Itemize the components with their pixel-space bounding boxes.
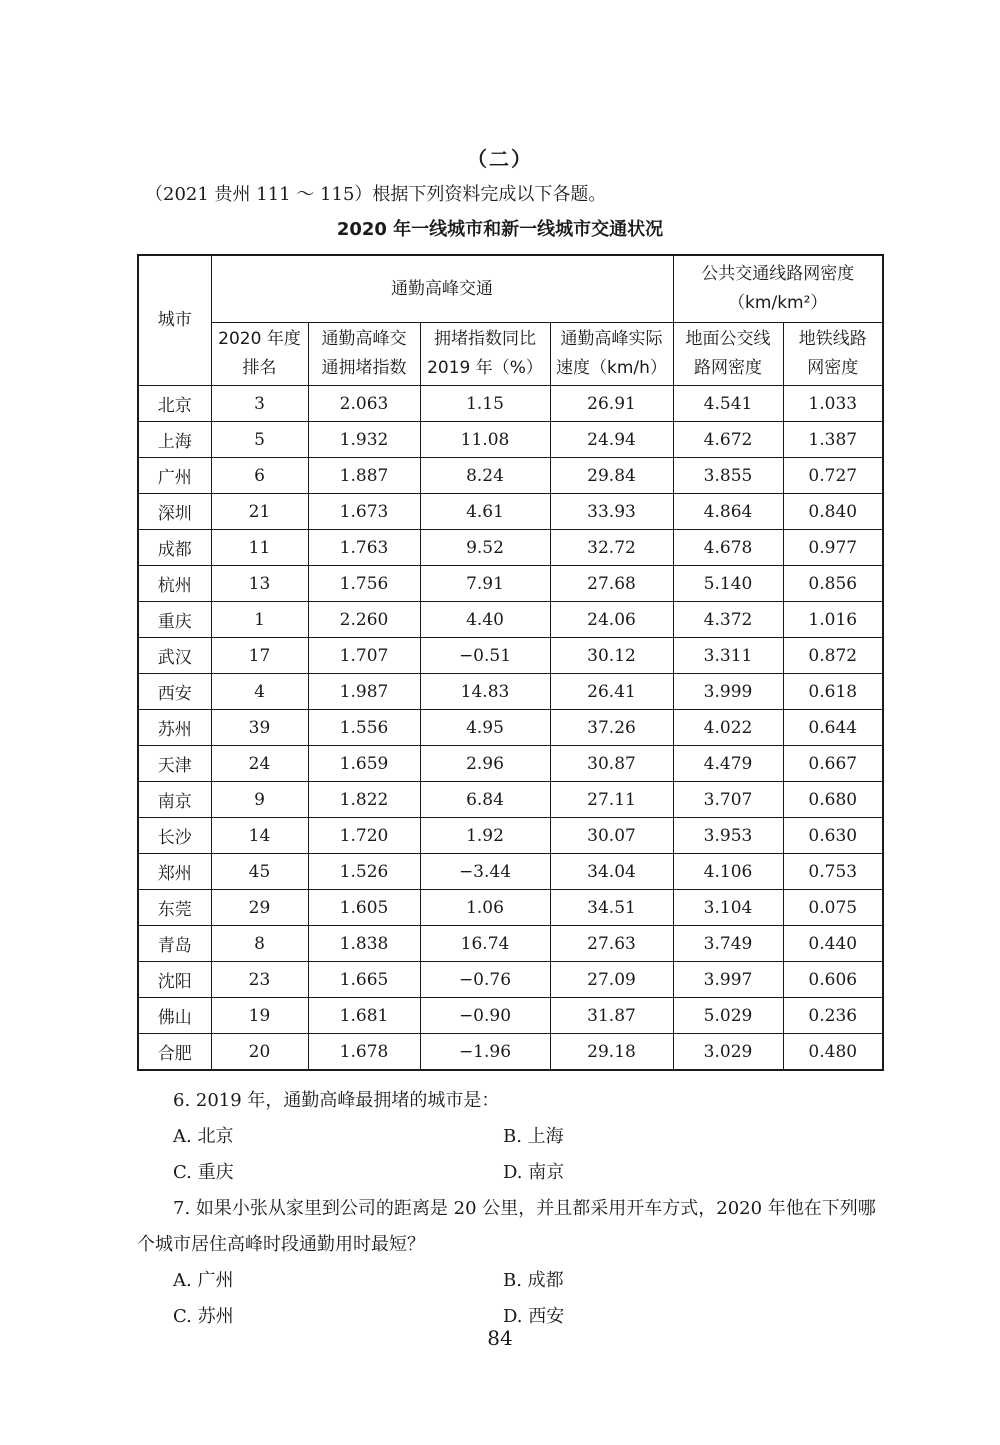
traffic-table <box>137 254 884 1071</box>
cell-peak-speed: 31.87 <box>550 998 673 1034</box>
cell-bus-density: 4.106 <box>673 854 783 890</box>
table-row <box>138 710 883 746</box>
header-group-commute: 通勤高峰交通 <box>211 255 673 323</box>
cell-city: 天津 <box>138 746 211 782</box>
cell-metro-density: 0.840 <box>783 494 883 530</box>
cell-congestion-index: 1.678 <box>308 1034 420 1071</box>
cell-yoy-change: 8.24 <box>420 458 550 494</box>
cell-metro-density: 0.480 <box>783 1034 883 1071</box>
cell-rank: 8 <box>211 926 308 962</box>
cell-bus-density: 4.678 <box>673 530 783 566</box>
header-rank-line2: 排名 <box>242 358 277 378</box>
cell-city: 佛山 <box>138 998 211 1034</box>
cell-metro-density: 1.033 <box>783 386 883 422</box>
cell-rank: 19 <box>211 998 308 1034</box>
cell-yoy-change: 9.52 <box>420 530 550 566</box>
cell-metro-density: 0.680 <box>783 782 883 818</box>
cell-rank: 17 <box>211 638 308 674</box>
header-speed-line1: 通勤高峰实际 <box>560 329 663 349</box>
cell-congestion-index: 1.681 <box>308 998 420 1034</box>
cell-peak-speed: 27.11 <box>550 782 673 818</box>
cell-yoy-change: 1.92 <box>420 818 550 854</box>
cell-rank: 4 <box>211 674 308 710</box>
table-row <box>138 926 883 962</box>
question-7 <box>137 1191 887 1335</box>
header-city: 城市 <box>138 255 211 386</box>
cell-yoy-change: 16.74 <box>420 926 550 962</box>
cell-city: 长沙 <box>138 818 211 854</box>
cell-city: 成都 <box>138 530 211 566</box>
cell-bus-density: 4.541 <box>673 386 783 422</box>
cell-city: 东莞 <box>138 890 211 926</box>
header-speed-line2: 速度（km/h） <box>556 358 667 378</box>
cell-yoy-change: 4.40 <box>420 602 550 638</box>
table-row <box>138 602 883 638</box>
table-row <box>138 494 883 530</box>
cell-peak-speed: 34.04 <box>550 854 673 890</box>
table-row <box>138 818 883 854</box>
cell-peak-speed: 30.87 <box>550 746 673 782</box>
table-row <box>138 746 883 782</box>
table-row <box>138 782 883 818</box>
header-metro-line2: 网密度 <box>807 358 859 378</box>
cell-metro-density: 0.856 <box>783 566 883 602</box>
cell-rank: 45 <box>211 854 308 890</box>
option-row <box>137 1263 887 1299</box>
cell-rank: 13 <box>211 566 308 602</box>
cell-metro-density: 0.753 <box>783 854 883 890</box>
cell-metro-density: 1.016 <box>783 602 883 638</box>
question-stem: 7. 如果小张从家里到公司的距离是 20 公里，并且都采用开车方式，2020 年他在下列哪个城市居住高峰时段通勤用时最短？ <box>137 1198 876 1255</box>
cell-metro-density: 0.440 <box>783 926 883 962</box>
cell-metro-density: 0.630 <box>783 818 883 854</box>
question-stem: 6. 2019 年，通勤高峰最拥堵的城市是： <box>173 1090 500 1111</box>
cell-rank: 20 <box>211 1034 308 1071</box>
cell-bus-density: 4.372 <box>673 602 783 638</box>
cell-congestion-index: 1.605 <box>308 890 420 926</box>
header-bus <box>673 323 783 386</box>
cell-rank: 23 <box>211 962 308 998</box>
cell-congestion-index: 1.659 <box>308 746 420 782</box>
cell-rank: 21 <box>211 494 308 530</box>
cell-congestion-index: 1.556 <box>308 710 420 746</box>
table-row <box>138 890 883 926</box>
cell-peak-speed: 26.91 <box>550 386 673 422</box>
cell-congestion-index: 1.673 <box>308 494 420 530</box>
cell-metro-density: 0.727 <box>783 458 883 494</box>
table-row <box>138 1034 883 1071</box>
cell-bus-density: 3.707 <box>673 782 783 818</box>
cell-yoy-change: 6.84 <box>420 782 550 818</box>
cell-congestion-index: 2.260 <box>308 602 420 638</box>
cell-yoy-change: −3.44 <box>420 854 550 890</box>
cell-peak-speed: 27.68 <box>550 566 673 602</box>
cell-peak-speed: 34.51 <box>550 890 673 926</box>
cell-city: 重庆 <box>138 602 211 638</box>
cell-city: 沈阳 <box>138 962 211 998</box>
cell-peak-speed: 32.72 <box>550 530 673 566</box>
cell-congestion-index: 1.838 <box>308 926 420 962</box>
cell-metro-density: 0.667 <box>783 746 883 782</box>
cell-yoy-change: −0.90 <box>420 998 550 1034</box>
cell-congestion-index: 1.822 <box>308 782 420 818</box>
page-number: 84 <box>487 1326 513 1350</box>
cell-yoy-change: −0.76 <box>420 962 550 998</box>
option-a: A. 广州 <box>173 1270 234 1291</box>
cell-yoy-change: −0.51 <box>420 638 550 674</box>
header-index-line1: 通勤高峰交 <box>321 329 407 349</box>
header-metro <box>783 323 883 386</box>
cell-rank: 5 <box>211 422 308 458</box>
cell-metro-density: 0.236 <box>783 998 883 1034</box>
table-body <box>138 386 883 1071</box>
table-row <box>138 422 883 458</box>
cell-congestion-index: 1.932 <box>308 422 420 458</box>
cell-rank: 29 <box>211 890 308 926</box>
cell-congestion-index: 1.707 <box>308 638 420 674</box>
cell-city: 杭州 <box>138 566 211 602</box>
table-row <box>138 386 883 422</box>
cell-congestion-index: 1.887 <box>308 458 420 494</box>
cell-rank: 3 <box>211 386 308 422</box>
cell-bus-density: 5.029 <box>673 998 783 1034</box>
cell-rank: 14 <box>211 818 308 854</box>
cell-congestion-index: 1.987 <box>308 674 420 710</box>
header-metro-line1: 地铁线路 <box>798 329 867 349</box>
cell-city: 苏州 <box>138 710 211 746</box>
table-title: 2020 年一线城市和新一线城市交通状况 <box>336 219 664 240</box>
option-d: D. 南京 <box>503 1162 565 1183</box>
table-row <box>138 674 883 710</box>
cell-yoy-change: −1.96 <box>420 1034 550 1071</box>
header-index <box>308 323 420 386</box>
cell-city: 南京 <box>138 782 211 818</box>
header-rank <box>211 323 308 386</box>
cell-city: 合肥 <box>138 1034 211 1071</box>
header-group-transit-line1: 公共交通线路网密度 <box>701 264 855 284</box>
cell-rank: 6 <box>211 458 308 494</box>
cell-metro-density: 0.075 <box>783 890 883 926</box>
questions <box>137 1083 887 1335</box>
question-6 <box>137 1083 887 1191</box>
cell-city: 上海 <box>138 422 211 458</box>
table-row <box>138 458 883 494</box>
cell-yoy-change: 7.91 <box>420 566 550 602</box>
cell-bus-density: 3.104 <box>673 890 783 926</box>
table-row <box>138 530 883 566</box>
cell-city: 北京 <box>138 386 211 422</box>
cell-peak-speed: 24.94 <box>550 422 673 458</box>
table-row <box>138 566 883 602</box>
header-group-transit-line2: （km/km²） <box>728 293 828 313</box>
option-a: A. 北京 <box>173 1126 234 1147</box>
cell-yoy-change: 14.83 <box>420 674 550 710</box>
cell-bus-density: 3.997 <box>673 962 783 998</box>
cell-bus-density: 4.864 <box>673 494 783 530</box>
cell-congestion-index: 2.063 <box>308 386 420 422</box>
cell-congestion-index: 1.756 <box>308 566 420 602</box>
cell-bus-density: 4.672 <box>673 422 783 458</box>
header-group-transit <box>673 255 883 323</box>
cell-bus-density: 3.953 <box>673 818 783 854</box>
cell-bus-density: 4.022 <box>673 710 783 746</box>
cell-metro-density: 0.644 <box>783 710 883 746</box>
cell-yoy-change: 2.96 <box>420 746 550 782</box>
cell-bus-density: 3.999 <box>673 674 783 710</box>
cell-rank: 24 <box>211 746 308 782</box>
cell-peak-speed: 30.07 <box>550 818 673 854</box>
cell-metro-density: 1.387 <box>783 422 883 458</box>
cell-bus-density: 5.140 <box>673 566 783 602</box>
option-c: C. 重庆 <box>173 1162 234 1183</box>
table-row <box>138 638 883 674</box>
cell-yoy-change: 11.08 <box>420 422 550 458</box>
cell-metro-density: 0.606 <box>783 962 883 998</box>
cell-yoy-change: 1.06 <box>420 890 550 926</box>
header-bus-line1: 地面公交线 <box>685 329 771 349</box>
cell-peak-speed: 29.84 <box>550 458 673 494</box>
header-bus-line2: 路网密度 <box>694 358 762 378</box>
cell-city: 郑州 <box>138 854 211 890</box>
table-row <box>138 962 883 998</box>
cell-metro-density: 0.977 <box>783 530 883 566</box>
cell-bus-density: 3.029 <box>673 1034 783 1071</box>
intro-text: （2021 贵州 111 ～ 115）根据下列资料完成以下各题。 <box>145 184 607 205</box>
cell-rank: 9 <box>211 782 308 818</box>
cell-peak-speed: 33.93 <box>550 494 673 530</box>
header-rank-line1: 2020 年度 <box>218 329 301 349</box>
cell-rank: 11 <box>211 530 308 566</box>
cell-bus-density: 3.311 <box>673 638 783 674</box>
cell-peak-speed: 27.09 <box>550 962 673 998</box>
header-speed <box>550 323 673 386</box>
cell-bus-density: 3.749 <box>673 926 783 962</box>
header-index-line2: 通拥堵指数 <box>321 358 407 378</box>
cell-peak-speed: 27.63 <box>550 926 673 962</box>
option-b: B. 成都 <box>503 1270 564 1291</box>
table-row <box>138 998 883 1034</box>
option-b: B. 上海 <box>503 1126 564 1147</box>
cell-yoy-change: 1.15 <box>420 386 550 422</box>
cell-congestion-index: 1.526 <box>308 854 420 890</box>
option-c: C. 苏州 <box>173 1306 234 1327</box>
cell-city: 青岛 <box>138 926 211 962</box>
section-heading: （二） <box>467 147 533 171</box>
cell-metro-density: 0.872 <box>783 638 883 674</box>
cell-city: 武汉 <box>138 638 211 674</box>
cell-congestion-index: 1.763 <box>308 530 420 566</box>
cell-yoy-change: 4.95 <box>420 710 550 746</box>
cell-rank: 1 <box>211 602 308 638</box>
cell-congestion-index: 1.665 <box>308 962 420 998</box>
cell-rank: 39 <box>211 710 308 746</box>
cell-city: 西安 <box>138 674 211 710</box>
option-d: D. 西安 <box>503 1306 565 1327</box>
cell-yoy-change: 4.61 <box>420 494 550 530</box>
header-yoy-line1: 拥堵指数同比 <box>434 329 536 349</box>
cell-peak-speed: 26.41 <box>550 674 673 710</box>
cell-metro-density: 0.618 <box>783 674 883 710</box>
cell-peak-speed: 37.26 <box>550 710 673 746</box>
cell-city: 广州 <box>138 458 211 494</box>
option-row <box>137 1155 887 1191</box>
cell-city: 深圳 <box>138 494 211 530</box>
cell-peak-speed: 29.18 <box>550 1034 673 1071</box>
cell-bus-density: 3.855 <box>673 458 783 494</box>
cell-peak-speed: 30.12 <box>550 638 673 674</box>
cell-congestion-index: 1.720 <box>308 818 420 854</box>
cell-peak-speed: 24.06 <box>550 602 673 638</box>
header-yoy-line2: 2019 年（%） <box>427 358 543 378</box>
table-row <box>138 854 883 890</box>
option-row <box>137 1119 887 1155</box>
cell-bus-density: 4.479 <box>673 746 783 782</box>
header-yoy <box>420 323 550 386</box>
